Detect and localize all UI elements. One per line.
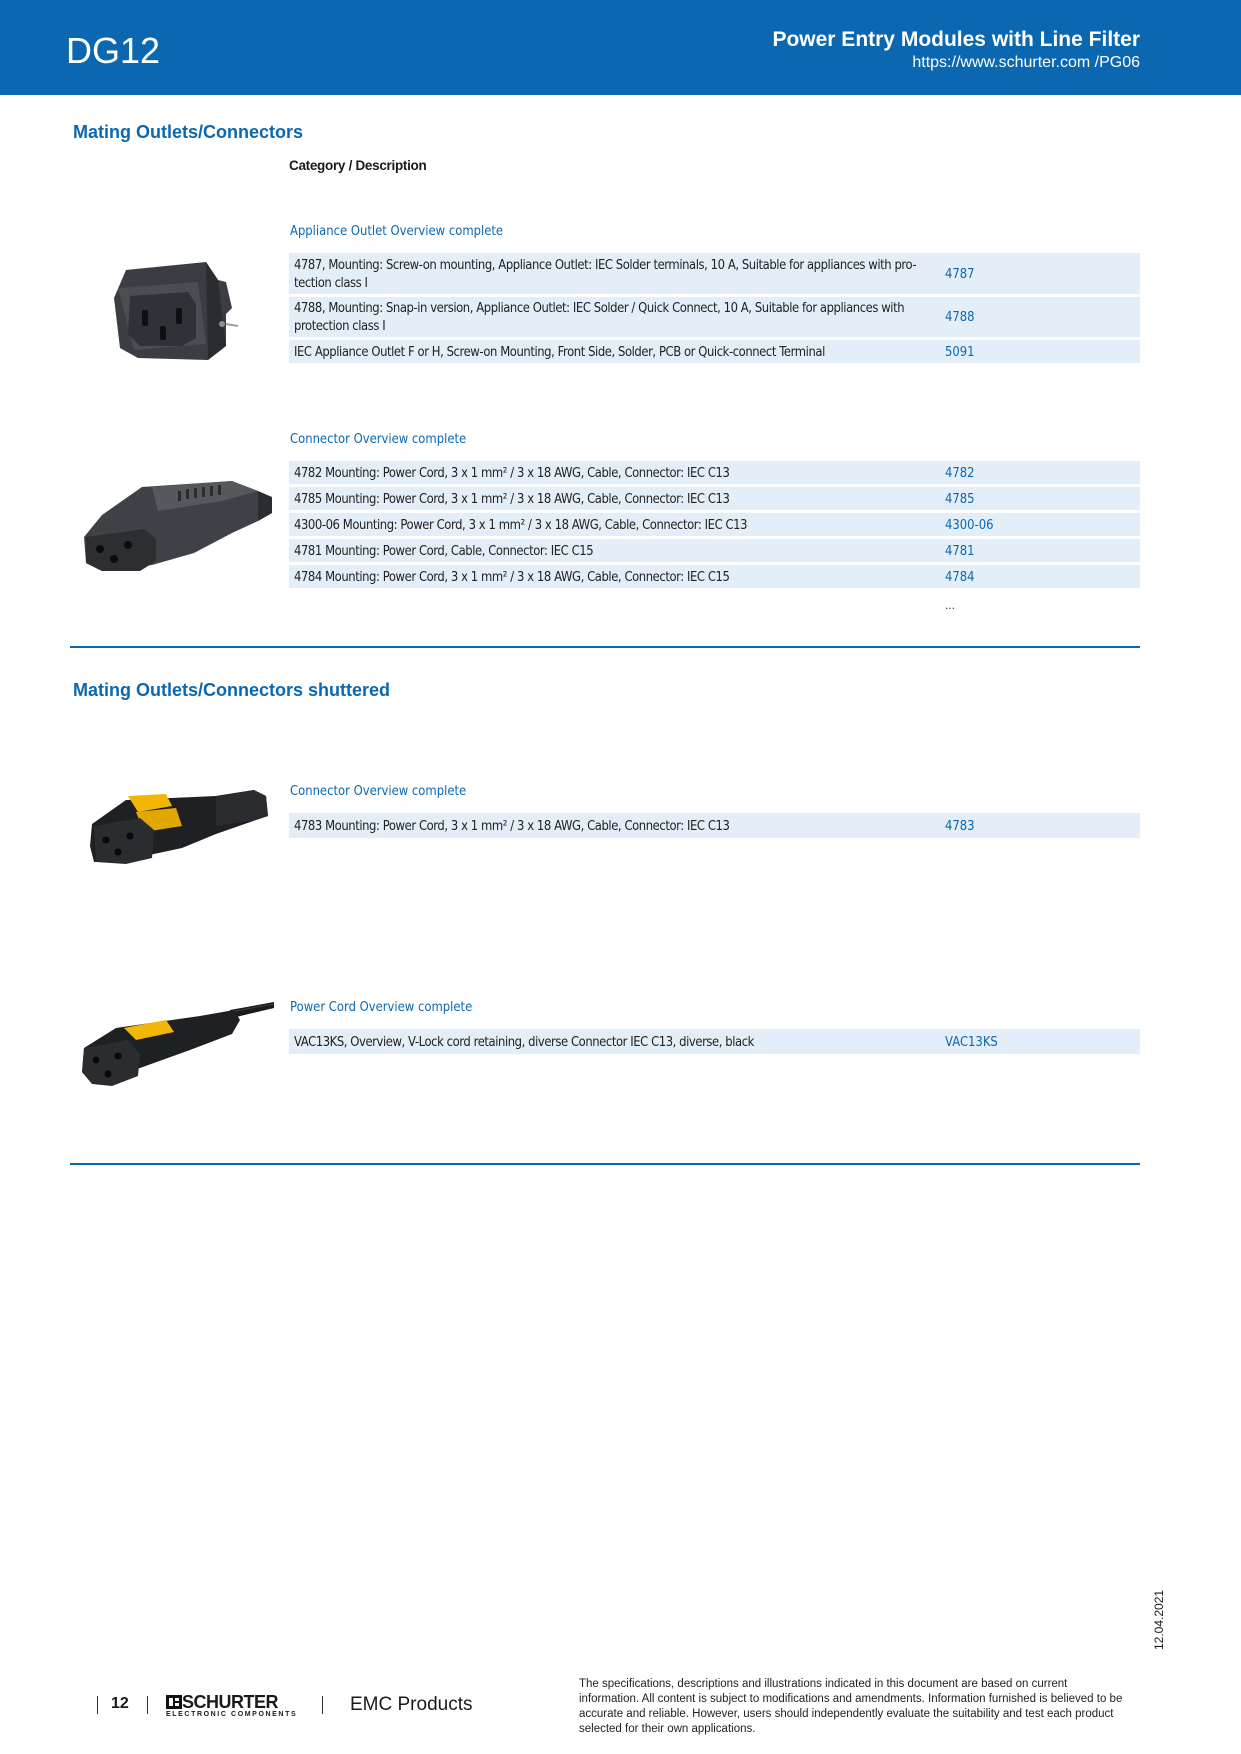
product-link-4785[interactable]: 4785 <box>945 490 975 507</box>
schurter-logo <box>166 1692 297 1718</box>
row-description: 4781 Mounting: Power Cord, Cable, Connector: IEC C15 <box>294 542 594 559</box>
appliance-outlet-table <box>289 253 1140 366</box>
page-number: 12 <box>111 1695 129 1712</box>
power-cord-table <box>289 1029 1140 1057</box>
product-line: EMC Products <box>350 1694 473 1715</box>
appliance-outlet-image <box>108 258 242 364</box>
shuttered-connector-overview-link[interactable]: Connector Overview complete <box>290 783 467 799</box>
brand-name: SCHURTER <box>182 1692 279 1712</box>
shuttered-connector-image <box>86 786 268 868</box>
connector-table <box>289 461 1140 591</box>
product-link-4300-06[interactable]: 4300-06 <box>945 516 994 533</box>
product-link-4787[interactable]: 4787 <box>945 265 975 282</box>
section-divider <box>70 646 1140 648</box>
row-description: 4783 Mounting: Power Cord, 3 x 1 mm² / 3 x 18 AWG, Cable, Connector: IEC C13 <box>294 817 730 834</box>
row-description: 4300-06 Mounting: Power Cord, 3 x 1 mm² / 3 x 18 AWG, Cable, Connector: IEC C13 <box>294 516 748 533</box>
document-url[interactable]: https://www.schurter.com /PG06 <box>912 54 1140 71</box>
row-description: VAC13KS, Overview, V-Lock cord retaining, diverse Connector IEC C13, diverse, black <box>294 1033 754 1050</box>
page-header <box>0 0 1241 95</box>
product-link-4788[interactable]: 4788 <box>945 309 975 325</box>
product-link-4782[interactable]: 4782 <box>945 464 975 481</box>
row-description: IEC Appliance Outlet F or H, Screw-on Mounting, Front Side, Solder, PCB or Quick-connect Terminal <box>294 343 825 360</box>
row-description: 4788, Mounting: Snap-in version, Appliance Outlet: IEC Solder / Quick Connect, 10 A, Suitable for appliances with protection class I <box>294 300 905 334</box>
row-description: 4785 Mounting: Power Cord, 3 x 1 mm² / 3 x 18 AWG, Cable, Connector: IEC C13 <box>294 490 730 507</box>
power-cord-overview-link[interactable]: Power Cord Overview complete <box>290 999 473 1015</box>
disclaimer-text: The specifications, descriptions and illustrations indicated in this document are based on current information. All content is subject to modifications and amendments. Information furnished is believed to be accurate and reliable. However, users should independently evaluate the suitability and test each product selected for their own applications. <box>579 1678 1123 1735</box>
table-row[interactable] <box>289 297 1140 337</box>
table-row[interactable] <box>289 565 1140 588</box>
table-row[interactable] <box>289 340 1140 363</box>
row-description: 4784 Mounting: Power Cord, 3 x 1 mm² / 3 x 18 AWG, Cable, Connector: IEC C15 <box>294 568 730 585</box>
product-link-4784[interactable]: 4784 <box>945 568 975 585</box>
footer-separator <box>322 1696 323 1714</box>
table-row[interactable] <box>289 513 1140 536</box>
document-date: 12.04.2021 <box>1152 1589 1166 1650</box>
document-title: Power Entry Modules with Line Filter <box>772 28 1140 51</box>
footer-separator <box>97 1696 98 1714</box>
table-row[interactable] <box>289 461 1140 484</box>
table-row[interactable] <box>289 539 1140 562</box>
product-link-5091[interactable]: 5091 <box>945 343 975 360</box>
product-link-4783[interactable]: 4783 <box>945 817 975 834</box>
brand-subtitle: ELECTRONIC COMPONENTS <box>166 1711 298 1718</box>
footer-separator <box>147 1696 148 1714</box>
row-description: 4787, Mounting: Screw-on mounting, Appliance Outlet: IEC Solder terminals, 10 A, Suitable for appliances with pro-tection class I <box>294 256 917 291</box>
connector-overview-link[interactable]: Connector Overview complete <box>290 431 467 447</box>
connector-c13-image <box>82 475 274 575</box>
shuttered-connector-table <box>289 813 1140 841</box>
column-header: Category / Description <box>289 158 427 173</box>
product-link-vac13ks[interactable]: VAC13KS <box>945 1033 998 1050</box>
schurter-logo-icon <box>166 1695 182 1709</box>
appliance-outlet-overview-link[interactable]: Appliance Outlet Overview complete <box>290 223 504 239</box>
document-code: DG12 <box>66 30 161 71</box>
table-row[interactable] <box>289 253 1140 294</box>
section-divider <box>70 1163 1140 1165</box>
more-indicator: ... <box>945 598 956 612</box>
power-cord-image <box>80 998 274 1088</box>
table-row[interactable] <box>289 487 1140 510</box>
section-title-shuttered: Mating Outlets/Connectors shuttered <box>73 680 391 700</box>
row-description: 4782 Mounting: Power Cord, 3 x 1 mm² / 3 x 18 AWG, Cable, Connector: IEC C13 <box>294 464 730 481</box>
product-link-4781[interactable]: 4781 <box>945 542 975 559</box>
table-row[interactable] <box>289 813 1140 838</box>
section-title-mating: Mating Outlets/Connectors <box>73 122 304 142</box>
table-row[interactable] <box>289 1029 1140 1054</box>
